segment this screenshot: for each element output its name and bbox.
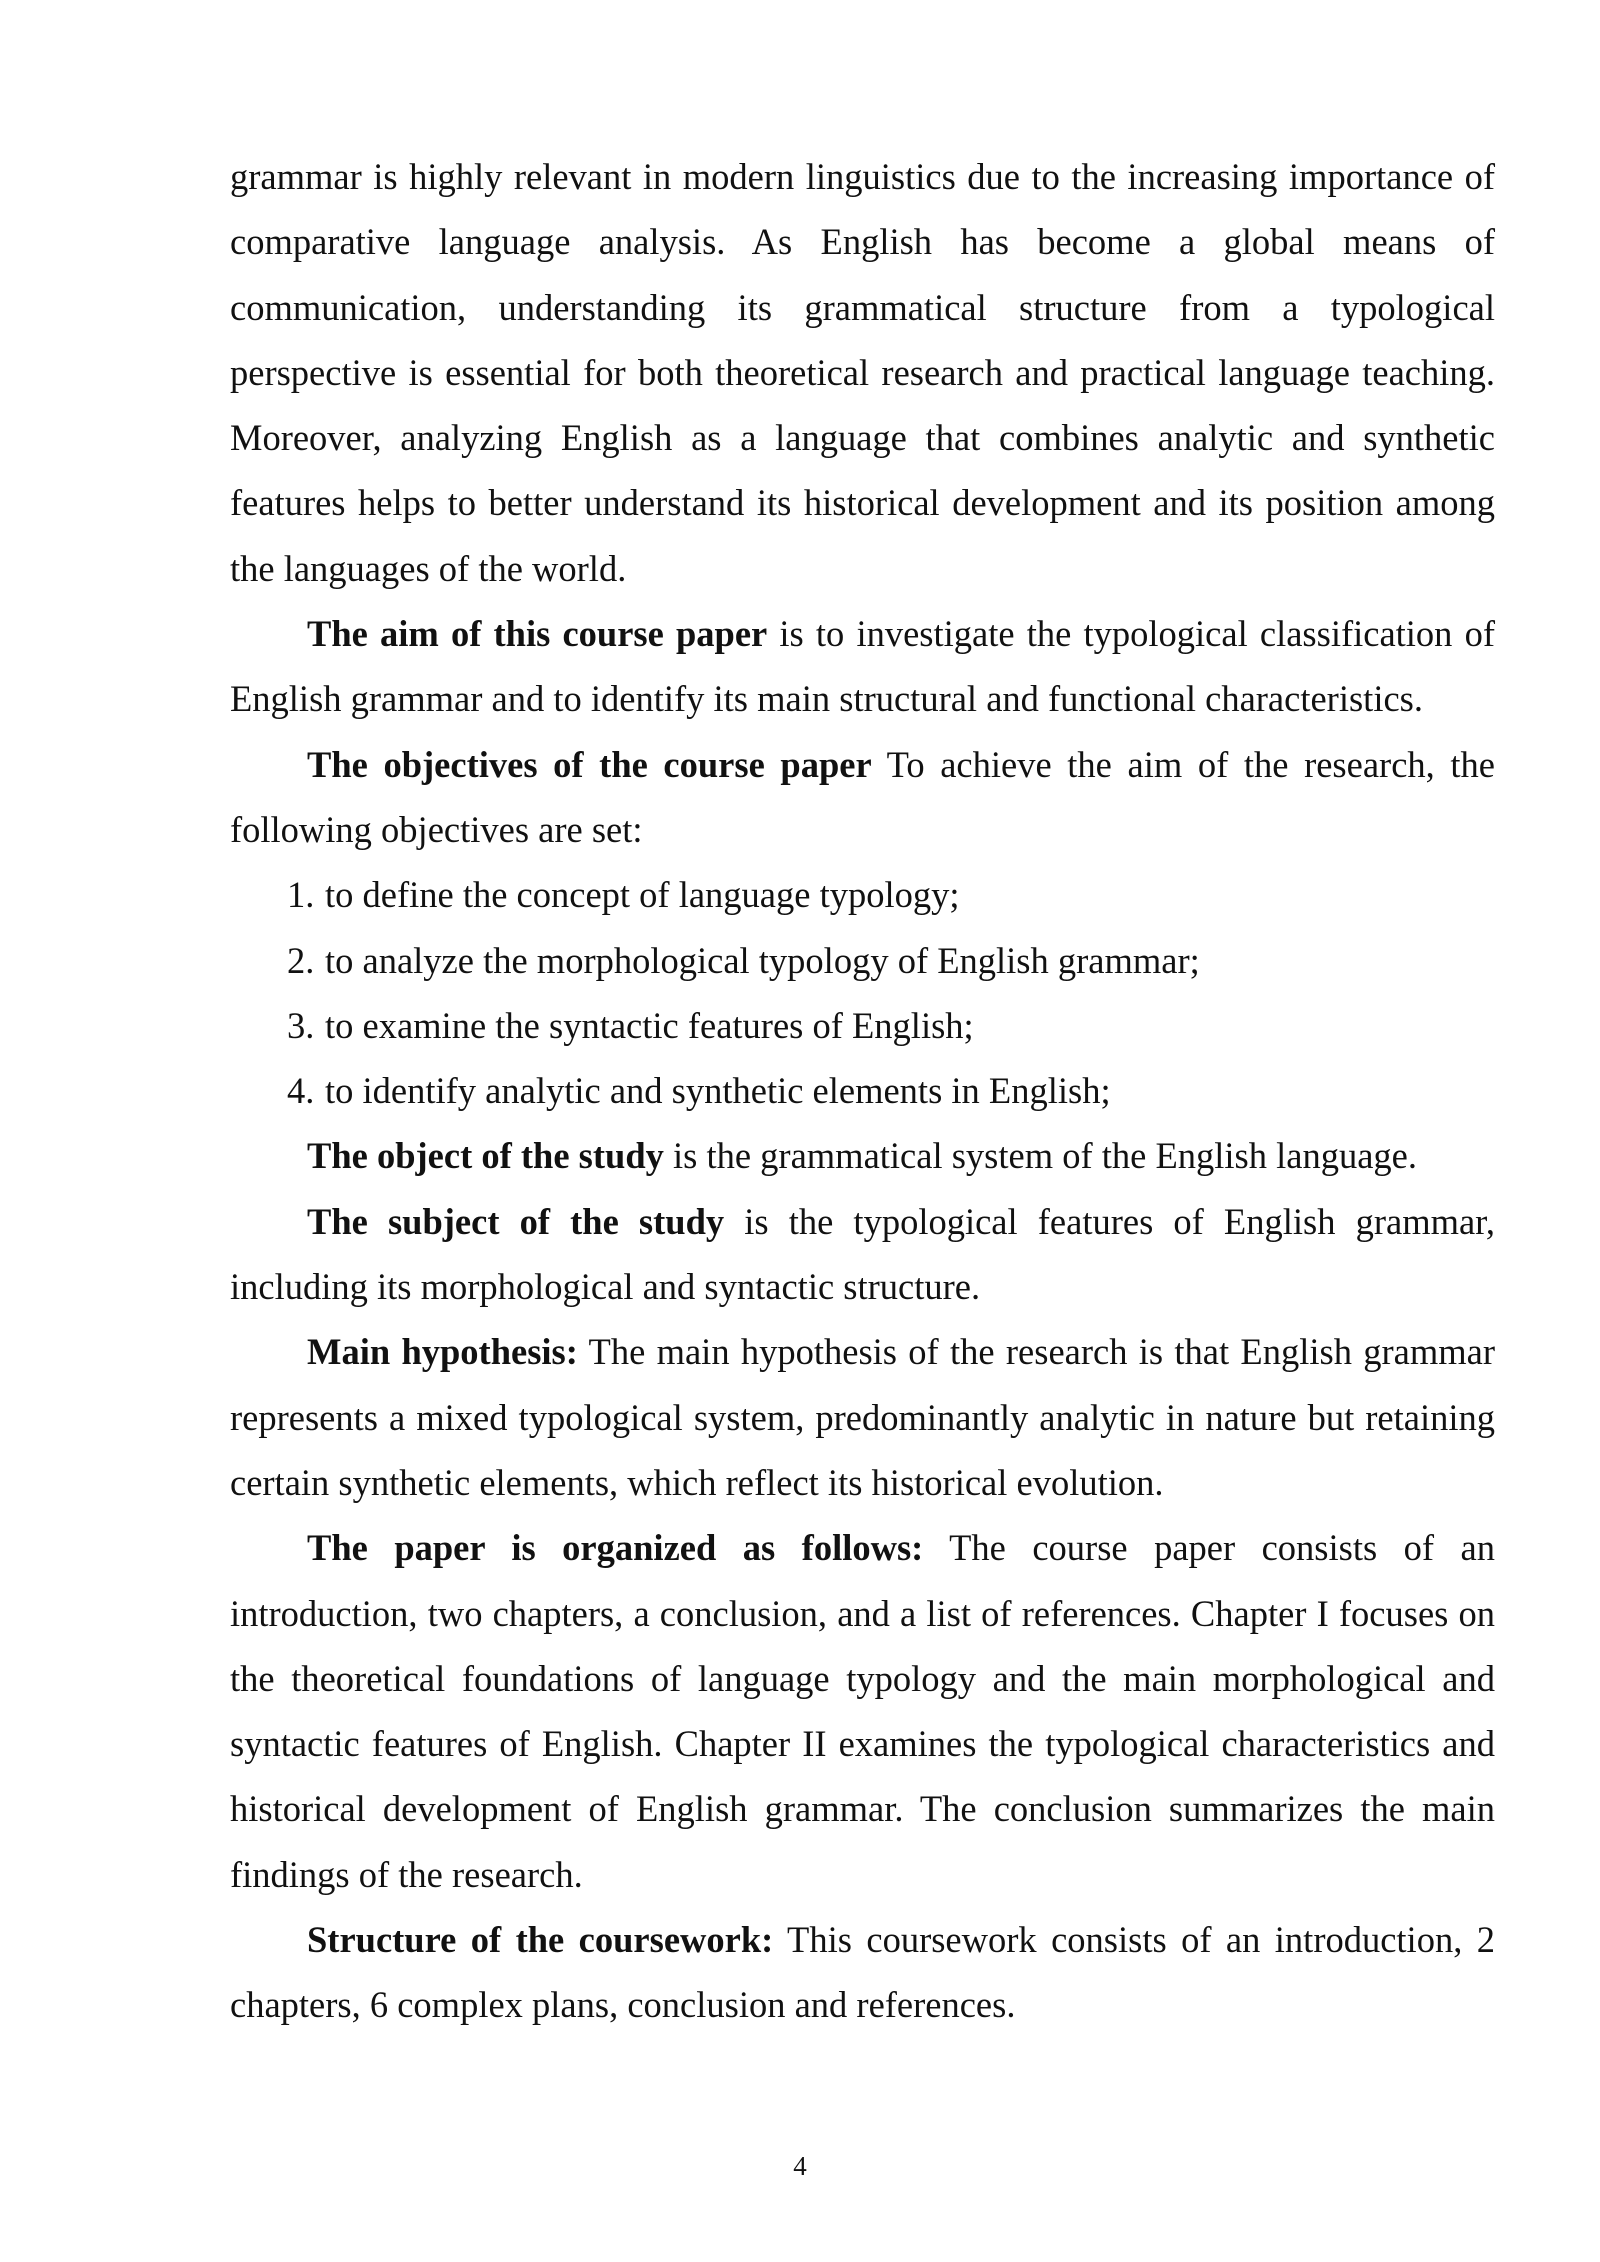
objective-item (230, 1058, 1495, 1123)
object-paragraph (230, 1123, 1495, 1188)
objective-item-text: to define the concept of language typology; (325, 874, 960, 916)
subject-label: The subject of the study (307, 1200, 725, 1242)
relevance-paragraph: grammar is highly relevant in modern linguistics due to the increasing importance of comparative language analysis. As English has become a global means of communication, understanding its grammatical structure from a typological perspective is essential for both theoretical research and practical language teaching. Moreover, analyzing English as a language that combines analytic and synthetic features helps to better understand its historical development and its position among the languages of the world. (230, 156, 1495, 589)
objective-item (230, 928, 1495, 993)
hypothesis-paragraph (230, 1319, 1495, 1515)
organization-label: The paper is organized as follows: (307, 1527, 924, 1569)
objective-item-text: to analyze the morphological typology of English grammar; (325, 939, 1200, 981)
object-label: The object of the study (307, 1135, 664, 1177)
objective-item-text: to examine the syntactic features of English; (325, 1004, 974, 1046)
hypothesis-label: Main hypothesis: (307, 1331, 578, 1373)
objective-item-number: 2. (287, 939, 315, 981)
aim-label: The aim of this course paper (307, 613, 768, 655)
structure-text: This coursework consists of an introduction, 2 chapters, 6 complex plans, conclusion and references. (230, 1919, 1495, 2026)
objective-item-text: to identify analytic and synthetic elements in English; (325, 1070, 1111, 1112)
subject-text: is the typological features of English grammar, including its morphological and syntactic structure. (230, 1200, 1495, 1308)
aim-paragraph (230, 601, 1495, 732)
hypothesis-text: The main hypothesis of the research is that English grammar represents a mixed typological system, predominantly analytic in nature but retaining certain synthetic elements, which reflect its historical evolution. (230, 1331, 1495, 1503)
aim-text: is to investigate the typological classification of English grammar and to identify its main structural and functional characteristics. (230, 613, 1495, 720)
objectives-label: The objectives of the course paper (307, 743, 872, 785)
objective-item-number: 4. (287, 1070, 315, 1112)
objectives-text: To achieve the aim of the research, the following objectives are set: (230, 743, 1495, 850)
structure-paragraph (230, 1907, 1495, 2038)
objective-item (230, 862, 1495, 927)
objectives-paragraph (230, 732, 1495, 863)
organization-text: The course paper consists of an introduction, two chapters, a conclusion, and a list of references. Chapter I focuses on the theoretical foundations of language typology and the main morphological and syntactic features of English. Chapter II examines the typological characteristics and historical development of English grammar. The conclusion summarizes the main findings of the research. (230, 1527, 1495, 1895)
page-number: 4 (793, 2151, 807, 2181)
structure-label: Structure of the coursework: (307, 1919, 774, 1961)
objective-item-number: 1. (287, 874, 315, 916)
page-body (230, 144, 1495, 2038)
object-text: is the grammatical system of the English language. (663, 1135, 1418, 1177)
organization-paragraph (230, 1515, 1495, 1907)
objective-item-number: 3. (287, 1004, 315, 1046)
objective-item (230, 993, 1495, 1058)
subject-paragraph (230, 1189, 1495, 1320)
